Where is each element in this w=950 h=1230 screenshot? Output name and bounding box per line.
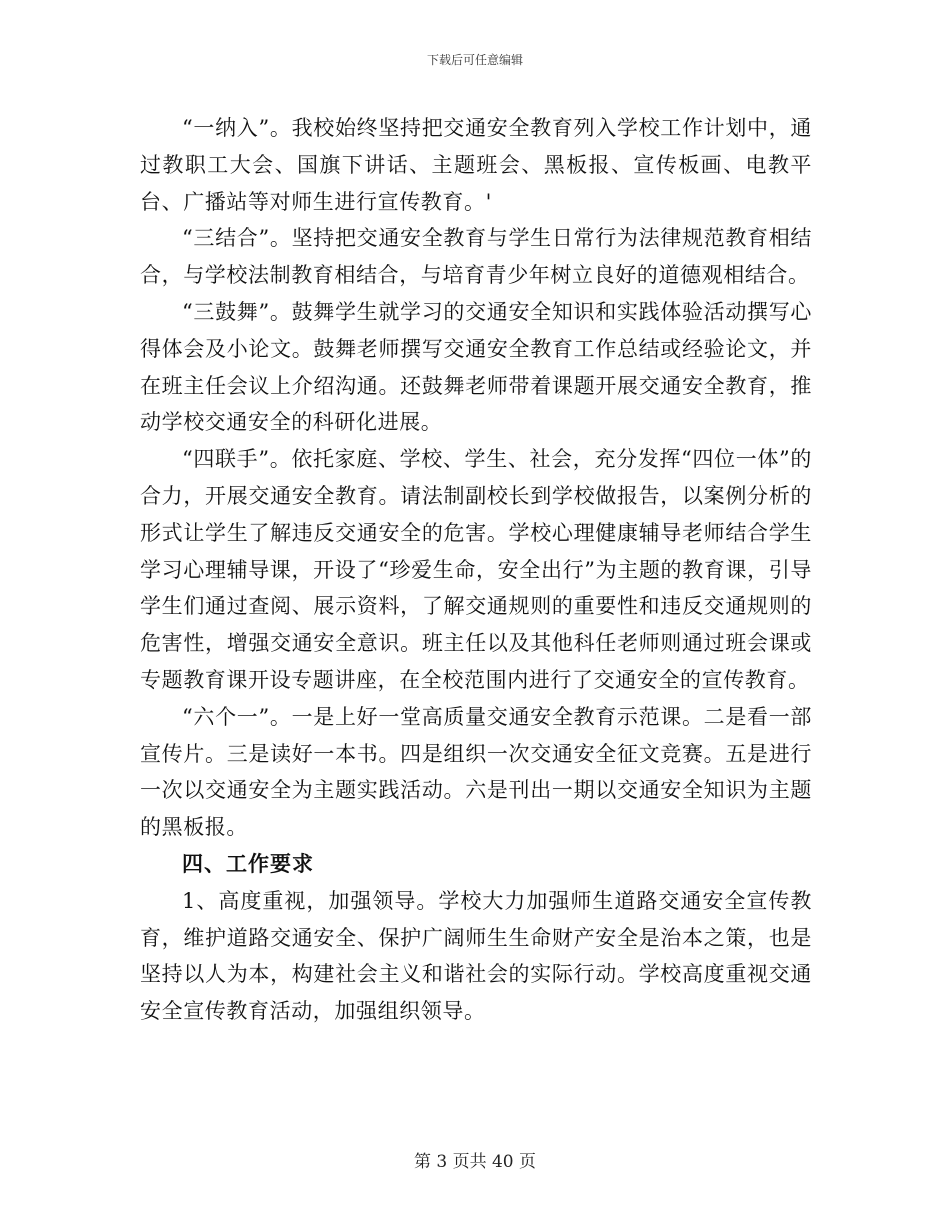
page-header: 下载后可任意编辑: [426, 53, 523, 67]
paragraph-si-lian-shou: “四联手”。依托家庭、学校、学生、社会，充分发挥“四位一体”的合力，开展交通安全教育。请法制副校长到学校做报告，以案例分析的形式让学生了解违反交通安全的危害。学校心理健康辅导老师结合学生学习心理辅导课，开设了“珍爱生命，安全出行”为主题的教育课，引导学生们通过查阅、展示资料，了解交通规则的重要性和违反交通规则的危害性，增强交通安全意识。班主任以及其他科任老师则通过班会课或专题教育课开设专题讲座，在全校范围内进行了交通安全的宣传教育。: [140, 447, 812, 692]
page-footer: 第 3 页共 40 页: [413, 1152, 537, 1172]
paragraph-requirement-1: 1、高度重视，加强领导。学校大力加强师生道路交通安全宣传教育，维护道路交通安全、保护广阔师生生命财产安全是治本之策，也是坚持以人为本，构建社会主义和谐社会的实际行动。学校高度重视交通安全宣传教育活动，加强组织领导。: [140, 888, 812, 1024]
paragraph-san-gu-wu: “三鼓舞”。鼓舞学生就学习的交通安全知识和实践体验活动撰写心得体会及小论文。鼓舞老师撰写交通安全教育工作总结或经验论文，并在班主任会议上介绍沟通。还鼓舞老师带着课题开展交通安全教育，推动学校交通安全的科研化进展。: [140, 299, 812, 435]
paragraph-san-jie-he: “三结合”。坚持把交通安全教育与学生日常行为法律规范教育相结合，与学校法制教育相结合，与培育青少年树立良好的道德观相结合。: [140, 226, 812, 288]
paragraph-liu-ge-yi: “六个一”。一是上好一堂高质量交通安全教育示范课。二是看一部宣传片。三是读好一本书。四是组织一次交通安全征文竞赛。五是进行一次以交通安全为主题实践活动。六是刊出一期以交通安全知识为主题的黑板报。: [140, 704, 812, 840]
document-body: [140, 110, 812, 1030]
section-heading: 四、工作要求: [182, 851, 314, 876]
paragraph-yi-na-ru: “一纳入”。我校始终坚持把交通安全教育列入学校工作计划中，通过教职工大会、国旗下讲话、主题班会、黑板报、宣传板画、电教平台、广播站等对师生进行宣传教育。': [140, 116, 812, 214]
